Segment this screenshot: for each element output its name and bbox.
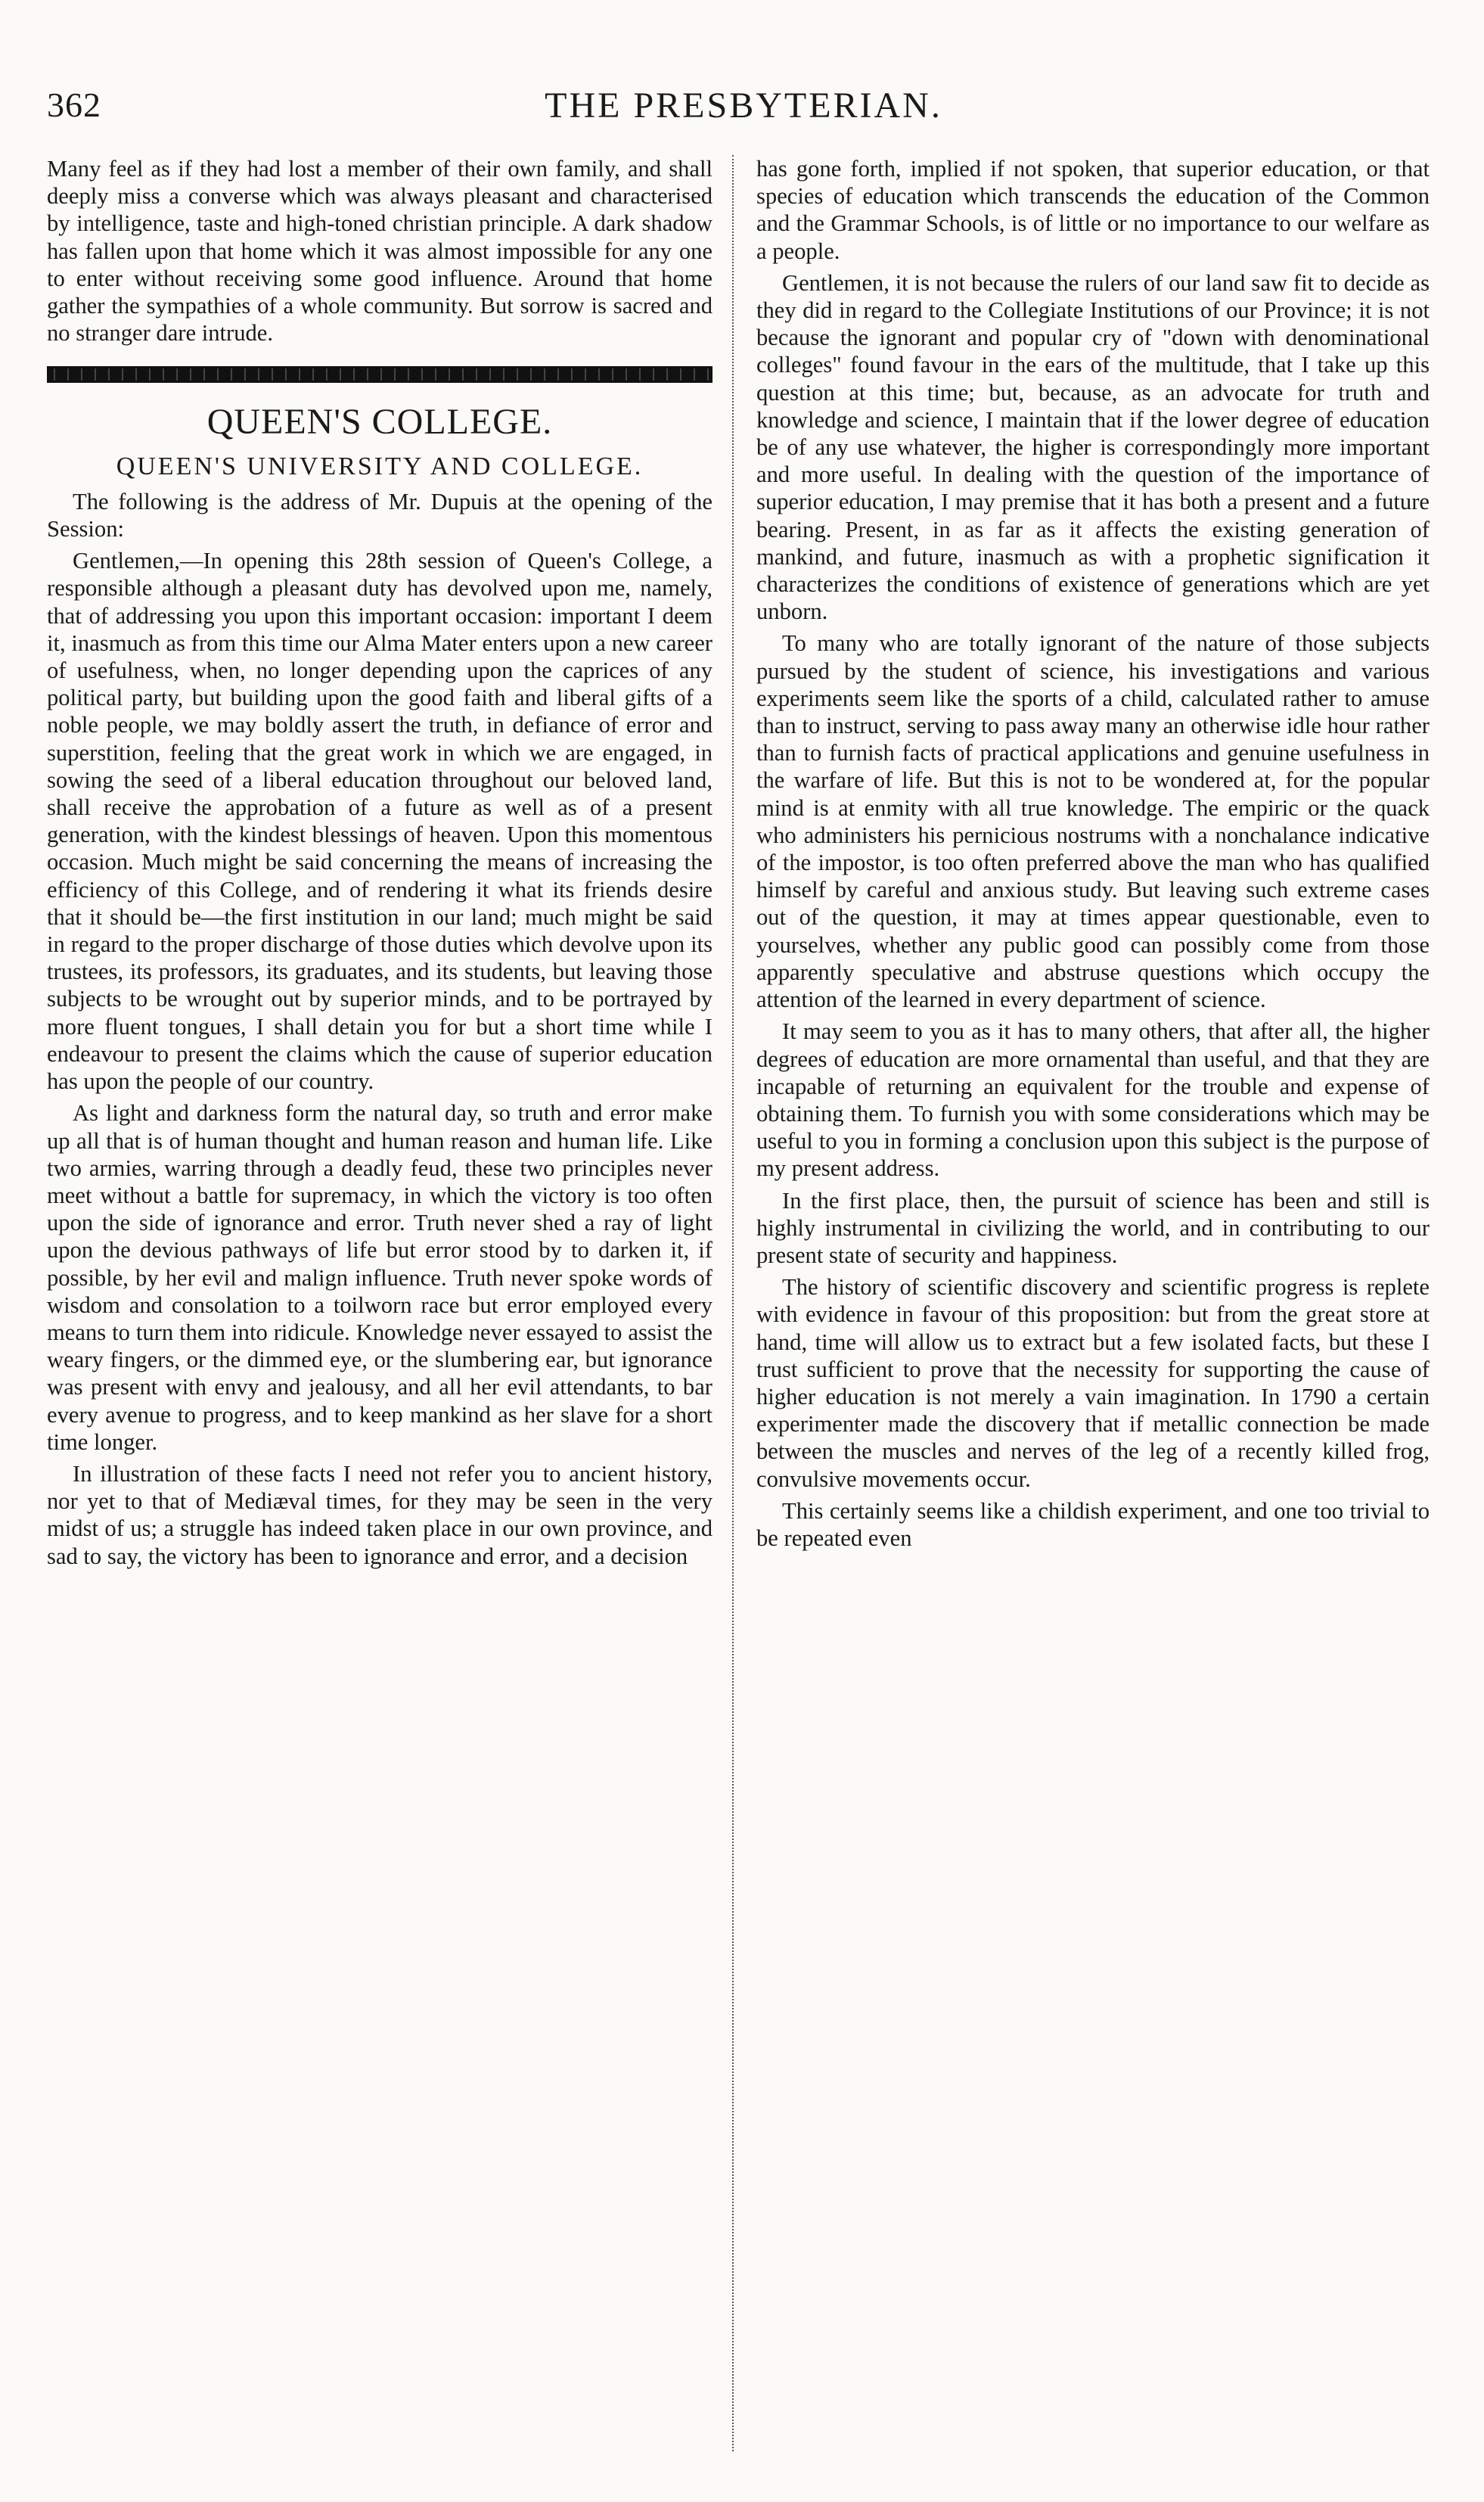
column-divider bbox=[732, 155, 734, 2451]
article-paragraph: has gone forth, implied if not spoken, that superior education, or that species of education which transcends the education of the Common and the Grammar Schools, is of little or no importance to our welfare as a people. bbox=[756, 156, 1430, 264]
sub-heading: QUEEN'S UNIVERSITY AND COLLEGE. bbox=[116, 452, 644, 480]
page-header bbox=[47, 85, 1440, 133]
article-paragraph: It may seem to you as it has to many others, that after all, the higher degrees of education are more ornamental than useful, and that they are incapable of returning an equivalent for the trouble and expense of obtaining them. To furnish you with some considerations which may be useful to you in forming a conclusion upon this subject is the purpose of my present address. bbox=[756, 1018, 1430, 1182]
article-paragraph: To many who are totally ignorant of the nature of those subjects pursued by the student of science, his investigations and various experiments seem like the sports of a child, calculated rather to amuse than to instruct, serving to pass away many an otherwise idle hour rather than to furnish facts of practical applications and genuine usefulness in the warfare of life. But this is not to be wondered at, for the popular mind is at enmity with all true knowledge. The empiric or the quack who administers his pernicious nostrums with a nonchalance indicative of the impostor, is too often preferred above the man who has qualified himself by careful and anxious study. But leaving such extreme cases out of the question, it may at times appear questionable, even to yourselves, whether any public good can possibly come from those apparently speculative and abstruse questions which occupy the attention of the learned in every department of science. bbox=[756, 630, 1430, 1013]
right-column bbox=[756, 155, 1430, 1552]
article-paragraph: The following is the address of Mr. Dupuis at the opening of the Session: bbox=[47, 488, 713, 542]
article-paragraph: Gentlemen, it is not because the rulers of our land saw fit to decide as they did in regard to the Collegiate Institutions of our Province; it is not because the ignorant and popular cry of "down with denominational colleges" found favour in the ears of the multitude, that I take up this question at this time; but, because, as an advocate for truth and knowledge and science, I maintain that if the lower degree of education be of any use whatever, the higher is correspondingly more important and more useful. In dealing with the question of the importance of superior education, I may premise that it has both a present and a future bearing. Present, in as far as it affects the existing generation of mankind, and future, inasmuch as with a prophetic signification it characterizes the conditions of existence of generations which are yet unborn. bbox=[756, 269, 1430, 625]
page-number: 362 bbox=[47, 85, 101, 124]
section-divider-ornament bbox=[47, 366, 713, 383]
section-heading: QUEEN'S COLLEGE. bbox=[206, 402, 553, 443]
article-paragraph: The history of scientific discovery and scientific progress is replete with evidence in favour of this proposition: but from the great store at hand, time will allow us to extract but a few isolated facts, but these I trust sufficient to prove that the necessity for supporting the cause of higher education is not merely a vain imagination. In 1790 a certain experimenter made the discovery that if metallic connection be made between the muscles and nerves of the leg of a recently killed frog, convulsive movements occur. bbox=[756, 1274, 1430, 1492]
article-paragraph: As light and darkness form the natural day, so truth and error make up all that is of human thought and human reason and human life. Like two armies, warring through a deadly feud, these two principles never meet without a battle for supremacy, in which the victory is too often upon the side of ignorance and error. Truth never shed a ray of light upon the devious pathways of life but error stood by to darken it, if possible, by her evil and malign influence. Truth never spoke words of wisdom and consolation to a toilworn race but error employed every means to turn them into ridicule. Knowledge never essayed to assist the weary fingers, or the dimmed eye, or the slumbering ear, but ignorance was present with envy and jealousy, and all her evil attendants, to bar every avenue to progress, and to keep mankind as her slave for a short time longer. bbox=[47, 1100, 713, 1455]
running-title: THE PRESBYTERIAN. bbox=[545, 85, 942, 126]
article-paragraph: In illustration of these facts I need not refer you to ancient history, nor yet to that of Mediæval times, for they may be seen in the very midst of us; a struggle has indeed taken place in our own province, and sad to say, the victory has been to ignorance and error, and a decision bbox=[47, 1460, 713, 1569]
article-paragraph: This certainly seems like a childish experiment, and one too trivial to be repeated even bbox=[756, 1497, 1430, 1551]
article-paragraph: In the first place, then, the pursuit of science has been and still is highly instrumental in civilizing the world, and in contributing to our present state of security and happiness. bbox=[756, 1187, 1430, 1268]
intro-paragraph: Many feel as if they had lost a member of their own family, and shall deeply miss a converse which was always pleasant and characterised by intelligence, taste and high-toned christian principle. A dark shadow has fallen upon that home which it was almost impossible for any one to enter without receiving some good influence. Around that home gather the sympathies of a whole community. But sorrow is sacred and no stranger dare intrude. bbox=[47, 156, 713, 347]
article-paragraph: Gentlemen,—In opening this 28th session of Queen's College, a responsible although a pleasant duty has devolved upon me, namely, that of addressing you upon this important occasion: important I deem it, inasmuch as from this time our Alma Mater enters upon a new career of usefulness, when, no longer depending upon the caprices of any political party, but building upon the good faith and liberal gifts of a noble people, we may boldly assert the truth, in defiance of error and superstition, feeling that the great work in which we are engaged, in sowing the seed of a liberal education throughout our beloved land, shall receive the approbation of a future as well as of a present generation, with the kindest blessings of heaven. Upon this momentous occasion. Much might be said concerning the means of increasing the efficiency of this College, and of rendering it what its friends desire that it should be—the first institution in our land; much might be said in regard to the proper discharge of those duties which devolve upon its trustees, its professors, its graduates, and its students, but leaving those subjects to be wrought out by superior minds, and to be portrayed by more fluent tongues, I shall detain you for but a short time while I endeavour to present the claims which the cause of superior education has upon the people of our country. bbox=[47, 548, 713, 1095]
left-column bbox=[47, 155, 713, 1570]
